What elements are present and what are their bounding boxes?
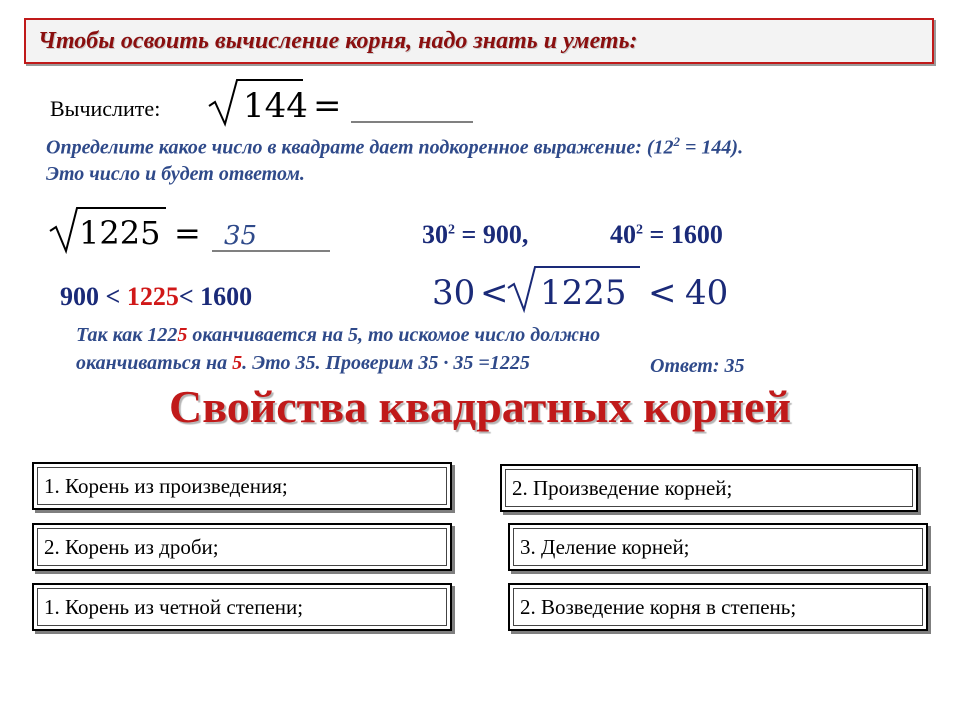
property-box[interactable] — [508, 583, 928, 631]
property-box[interactable] — [32, 583, 452, 631]
property-box[interactable] — [500, 464, 918, 512]
banner-text: Чтобы освоить вычисление корня, надо знать и уметь: — [38, 28, 638, 54]
square-30: $30^2 = 900$, — [422, 220, 529, 249]
less-sign: < — [480, 273, 509, 313]
bound-low: 30 — [432, 273, 476, 313]
property-label: 2. Произведение корней; — [512, 476, 733, 500]
sqrt-bounds-formula — [430, 264, 750, 316]
bounds-radicand: 1225 — [540, 273, 627, 313]
task-formula — [205, 76, 480, 128]
property-label: 2. Возведение корня в степень; — [520, 595, 797, 619]
task-label: Вычислите: — [50, 96, 161, 121]
hint-line-2: Это число и будет ответом. — [46, 163, 305, 185]
inequality-text: 900 < 1225< 1600 — [60, 282, 253, 311]
hint-line-1: Определите какое число в квадрате дает подкоренное выражение: $(12^2 = 144)$. — [46, 134, 744, 159]
task-radicand: 144 — [243, 86, 308, 126]
example-equals: = — [174, 214, 201, 252]
explanation-line-2: оканчиваться на 5. Это 35. Проверим 35 · 35 =1225 — [76, 352, 530, 374]
example-formula — [46, 205, 336, 257]
answer-text: Ответ: 35 — [650, 355, 745, 377]
task-equals: = — [313, 86, 342, 126]
property-label: 2. Корень из дроби; — [44, 535, 219, 559]
property-label: 3. Деление корней; — [520, 535, 690, 559]
example-radicand: 1225 — [79, 214, 161, 252]
property-box[interactable] — [32, 523, 452, 571]
less-sign: < — [648, 273, 677, 313]
square-40: $40^2 = 1600$ — [610, 220, 723, 249]
property-label: 1. Корень из произведения; — [44, 474, 288, 498]
bound-high: 40 — [685, 273, 729, 313]
property-box[interactable] — [508, 523, 928, 571]
header-banner — [24, 18, 934, 64]
explanation-line-1: Так как 1225 оканчивается на 5, то искомое число должно — [76, 324, 601, 346]
property-box[interactable] — [32, 462, 452, 510]
property-label: 1. Корень из четной степени; — [44, 595, 304, 619]
section-title: Свойства квадратных корней — [168, 381, 792, 432]
example-answer: 35 — [224, 221, 258, 251]
